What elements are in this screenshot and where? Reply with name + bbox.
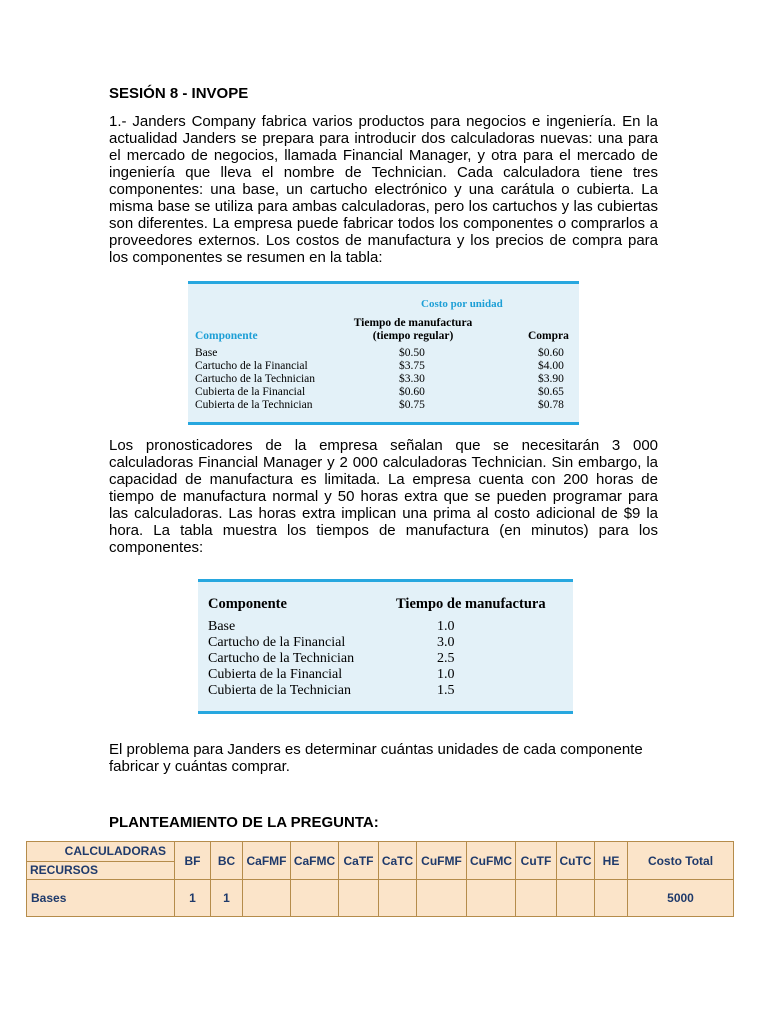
- table-cell: [243, 880, 291, 917]
- cell-component: Cartucho de la Financial: [195, 360, 308, 372]
- cell-purchase: $0.65: [538, 386, 564, 398]
- forecast-paragraph: Los pronosticadores de la empresa señalan que se necesitarán 3 000 calculadoras Financial Manager y 2 000 calculadoras Technician. Sin embargo, la capacidad de manufactura es limitada. La empresa cuenta con 200 horas de tiempo de manufactura normal y 50 horas extra que se pueden programar para las calculadoras. Las horas extra implican una prima al costo adicional de $9 la hora. La tabla muestra los tiempos de manufactura (en minutos) para los componentes:: [109, 437, 658, 556]
- cell-time: 2.5: [437, 651, 455, 666]
- cell-component: Cubierta de la Financial: [208, 667, 343, 682]
- cell-time: 3.0: [437, 635, 455, 650]
- cell-time: 1.0: [437, 619, 455, 634]
- table-row: [198, 619, 573, 635]
- table-row: [188, 373, 579, 386]
- table-cell: 1: [211, 880, 243, 917]
- table-row: [188, 386, 579, 399]
- table-row: [198, 651, 573, 667]
- time-table: [198, 579, 573, 714]
- page-title: SESIÓN 8 - INVOPE: [109, 85, 249, 102]
- cost-table-header-time-line1: Tiempo de manufactura: [353, 317, 473, 329]
- cell-manufacture: $0.60: [399, 386, 425, 398]
- cost-table-header-time: [333, 317, 493, 343]
- cell-component: Cartucho de la Technician: [195, 373, 316, 385]
- time-table-header-time: Tiempo de manufactura: [396, 596, 546, 612]
- cell-component: Cubierta de la Financial: [195, 386, 306, 398]
- cell-component: Cartucho de la Financial: [208, 635, 346, 650]
- intro-paragraph: 1.- Janders Company fabrica varios productos para negocios e ingeniería. En la actualidad Janders se prepara para introducir dos calculadoras nuevas: una para el mercado de negocios, llamada Financial Manager, y otra para el mercado de ingeniería que lleva el nombre de Technician. Cada calculadora tiene tres componentes: una base, un cartucho electrónico y una carátula o cubierta. La misma base se utiliza para ambas calculadoras, pero los cartuchos y las cubiertas son diferentes. La empresa puede fabricar todos los componentes o comprarlos a proveedores externos. Los costos de manufactura y los precios de compra para los componentes se resumen en la tabla:: [109, 113, 658, 266]
- cost-table-header-component: Componente: [195, 330, 258, 342]
- column-header: CaFMF: [243, 842, 291, 880]
- column-header: CuFMC: [467, 842, 516, 880]
- column-header: BF: [175, 842, 211, 880]
- column-header: CuTC: [557, 842, 595, 880]
- cell-manufacture: $0.75: [399, 399, 425, 411]
- table-cell: [557, 880, 595, 917]
- model-table-corner: [27, 842, 175, 880]
- table-cell: [417, 880, 467, 917]
- row-label: Bases: [27, 880, 175, 917]
- table-cell: [595, 880, 628, 917]
- column-header: Costo Total: [628, 842, 734, 880]
- corner-calculadoras: CALCULADORAS: [27, 842, 174, 862]
- section-subtitle: PLANTEAMIENTO DE LA PREGUNTA:: [109, 814, 379, 831]
- column-header: CaTF: [339, 842, 379, 880]
- corner-recursos: RECURSOS: [30, 863, 99, 877]
- cell-manufacture: $3.75: [399, 360, 425, 372]
- cost-table: [188, 281, 579, 425]
- cell-component: Base: [195, 347, 218, 359]
- cell-purchase: $3.90: [538, 373, 564, 385]
- column-header: HE: [595, 842, 628, 880]
- time-table-header-component: Componente: [208, 596, 287, 612]
- cell-component: Cartucho de la Technician: [208, 651, 355, 666]
- table-row: [188, 399, 579, 412]
- table-row: [188, 360, 579, 373]
- table-row: [198, 667, 573, 683]
- cell-purchase: $0.60: [538, 347, 564, 359]
- table-cell: [379, 880, 417, 917]
- cost-table-caption: Costo por unidad: [421, 298, 503, 310]
- cell-component: Base: [208, 619, 236, 634]
- cell-purchase: $0.78: [538, 399, 564, 411]
- model-table: [26, 841, 734, 917]
- table-row: [188, 347, 579, 360]
- column-header: CuFMF: [417, 842, 467, 880]
- table-cell: [467, 880, 516, 917]
- cost-table-header-purchase: Compra: [528, 330, 569, 342]
- table-cell: [291, 880, 339, 917]
- cell-manufacture: $0.50: [399, 347, 425, 359]
- table-row: [198, 635, 573, 651]
- cell-time: 1.0: [437, 667, 455, 682]
- column-header: CuTF: [516, 842, 557, 880]
- table-row: [27, 880, 734, 917]
- table-cell: [516, 880, 557, 917]
- table-cell: 5000: [628, 880, 734, 917]
- column-header: BC: [211, 842, 243, 880]
- cell-time: 1.5: [437, 683, 455, 698]
- cost-table-header-time-line2: (tiempo regular): [372, 330, 454, 342]
- column-header: CaTC: [379, 842, 417, 880]
- cell-manufacture: $3.30: [399, 373, 425, 385]
- table-row: [198, 683, 573, 699]
- problem-paragraph: El problema para Janders es determinar cuántas unidades de cada componente fabricar y cuántas comprar.: [109, 741, 643, 775]
- column-header: CaFMC: [291, 842, 339, 880]
- cell-component: Cubierta de la Technician: [208, 683, 351, 698]
- cell-purchase: $4.00: [538, 360, 564, 372]
- cell-component: Cubierta de la Technician: [195, 399, 313, 411]
- table-cell: [339, 880, 379, 917]
- table-cell: 1: [175, 880, 211, 917]
